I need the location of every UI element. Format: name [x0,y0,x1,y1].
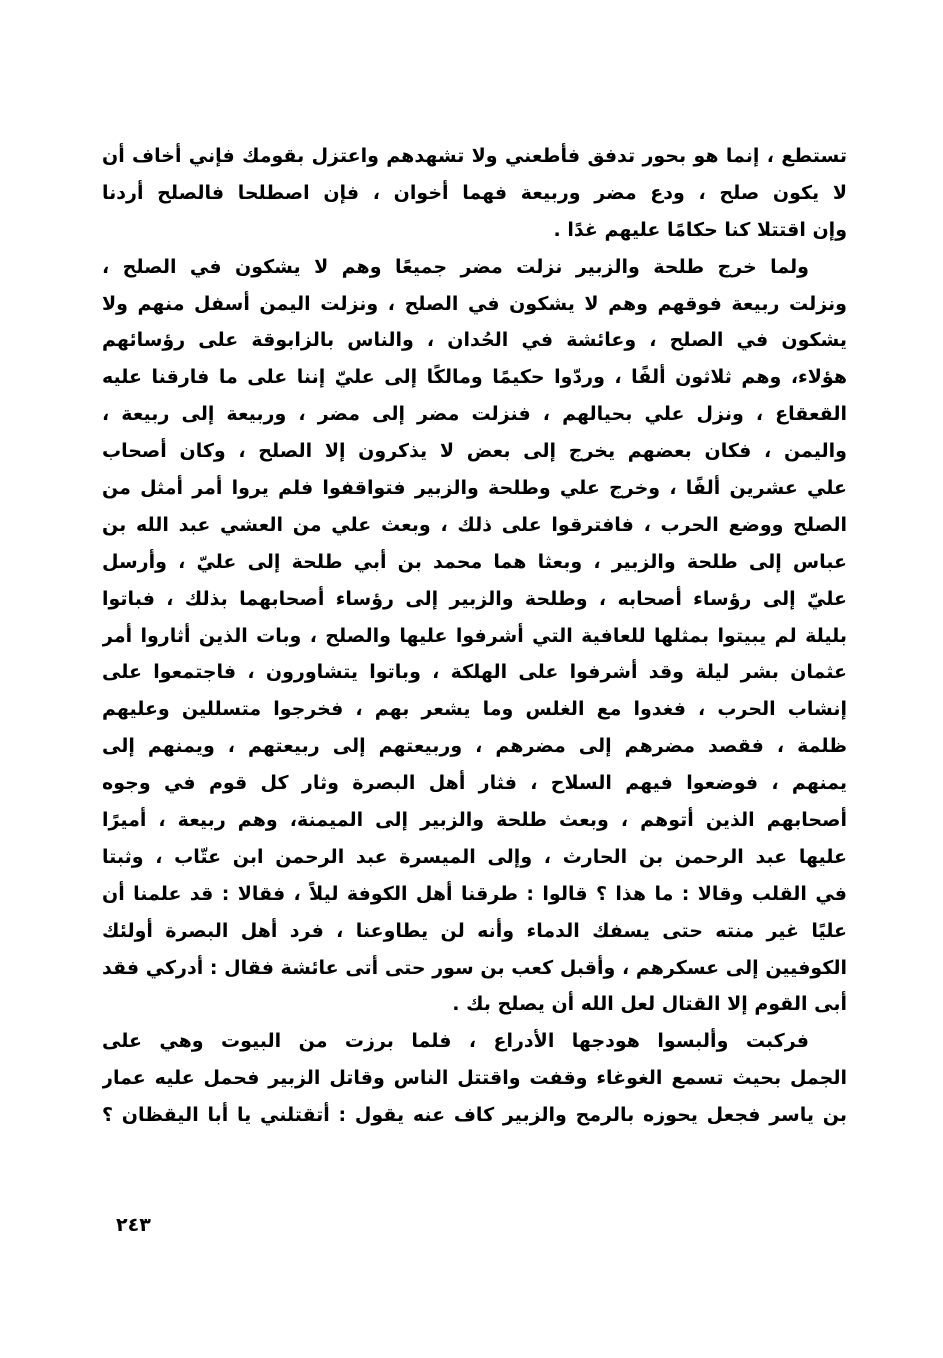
text-line: الكوفيين إلى عسكرهم ، وأقبل كعب بن سور حتى أتى عائشة فقال : أدركي فقد [102,956,847,979]
text-line: بن ياسر فجعل يحوزه بالرمح والزبير كاف عنه يقول : أتقتلني يا أبا اليقظان ؟ [102,1104,847,1127]
text-line: عليًا غير منته حتى يسفك الدماء وأنه لن يطاوعنا ، فرد أهل البصرة أولئك [102,919,847,942]
text-line: يشكون في الصلح ، وعائشة في الحُدان ، والناس بالزابوقة على رؤسائهم [102,329,847,352]
text-line: فركبت وألبسوا هودجها الأدراع ، فلما برزت من البيوت وهي على [102,1030,809,1053]
text-line: ونزلت ربيعة فوقهم وهم لا يشكون في الصلح ، ونزلت اليمن أسفل منهم ولا [102,292,847,315]
text-line: أصحابهم الذين أتوهم ، وبعث طلحة والزبير إلى الميمنة، وهم ربيعة ، أميرًا [102,809,847,832]
text-line: عثمان بشر ليلة وقد أشرفوا على الهلكة ، وباتوا يتشاورون ، فاجتمعوا على [102,661,847,684]
text-line: ظلمة ، فقصد مضرهم إلى مضرهم ، وربيعتهم إلى ربيعتهم ، ويمنهم إلى [102,735,847,758]
text-line: عليّ إلى رؤساء أصحابه ، وطلحة والزبير إلى رؤساء أصحابهما بذلك ، فباتوا [102,587,847,610]
text-line: القعقاع ، ونزل علي بحيالهم ، فنزلت مضر إلى مضر ، وربيعة إلى ربيعة ، [102,403,847,426]
text-line: عباس إلى طلحة والزبير ، وبعثا هما محمد بن أبي طلحة إلى عليّ ، وأرسل [102,550,847,573]
text-line: لا يكون صلح ، ودع مضر وربيعة فهما أخوان ، فإن اصطلحا فالصلح أردنا [102,181,847,204]
text-line: الصلح ووضع الحرب ، فافترقوا على ذلك ، وبعث علي من العشي عبد الله بن [102,513,847,536]
text-line: واليمن ، فكان بعضهم يخرج إلى بعض لا يذكرون إلا الصلح ، وكان أصحاب [102,440,847,463]
text-line: وإن اقتتلا كنا حكامًا عليهم غدًا . [553,218,847,241]
text-line: إنشاب الحرب ، فغدوا مع الغلس وما يشعر بهم ، فخرجوا متسللين وعليهم [102,698,847,721]
text-line: في القلب وقالا : ما هذا ؟ قالوا : طرقنا أهل الكوفة ليلاً ، فقالا : قد علمنا أن [102,882,847,905]
page-number: ٢٤٣ [116,1214,151,1236]
text-line: الجمل بحيث تسمع الغوغاء وقفت واقتتل الناس وقاتل الزبير فحمل عليه عمار [102,1067,847,1090]
body-text [102,138,847,1134]
text-line: بليلة لم يبيتوا بمثلها للعافية التي أشرفوا عليها والصلح ، وبات الذين أثاروا أمر [102,624,847,647]
text-line: يمنهم ، فوضعوا فيهم السلاح ، فثار أهل البصرة وثار كل قوم في وجوه [102,772,847,795]
text-line: علي عشرين ألفًا ، وخرج علي وطلحة والزبير فتواقفوا فلم يروا أمر أمثل من [102,477,847,500]
text-line: عليها عبد الرحمن بن الحارث ، وإلى الميسرة عبد الرحمن ابن عتّاب ، وثبتا [102,845,847,868]
text-line: ولما خرج طلحة والزبير نزلت مضر جميعًا وهم لا يشكون في الصلح ، [102,255,809,278]
text-line: هؤلاء، وهم ثلاثون ألفًا ، وردّوا حكيمًا ومالكًا إلى عليّ إننا على ما فارقنا عليه [102,366,847,389]
text-line: تستطع ، إنما هو بحور تدفق فأطعني ولا تشهدهم واعتزل بقومك فإني أخاف أن [102,145,847,167]
text-line: أبى القوم إلا القتال لعل الله أن يصلح بك . [452,993,847,1016]
